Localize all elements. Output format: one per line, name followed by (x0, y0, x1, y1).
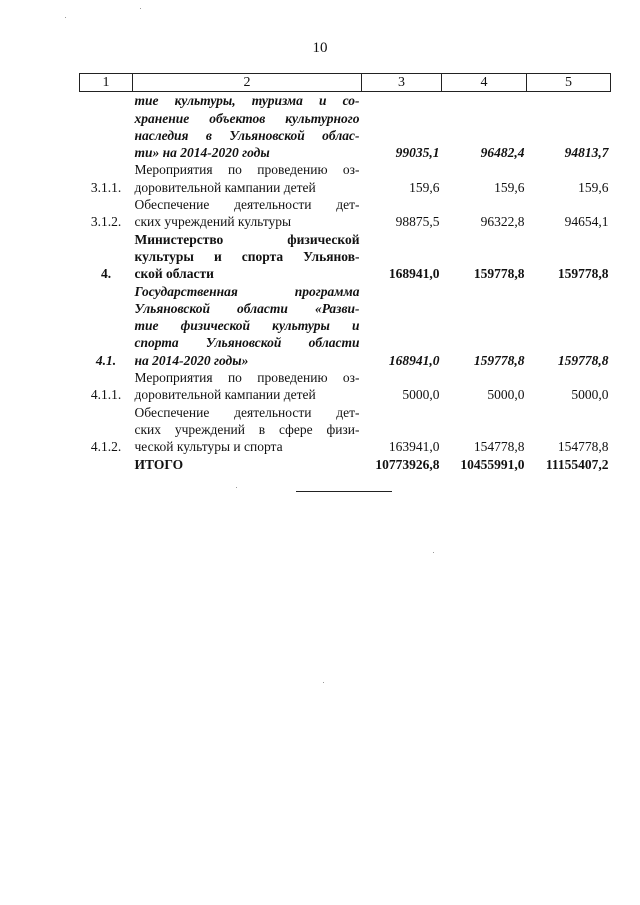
table-body (80, 92, 611, 473)
row-description (133, 283, 362, 369)
table-row (80, 369, 611, 404)
value-v5: 159778,8 (557, 352, 609, 368)
header-col-2: 2 (133, 74, 362, 92)
value-v4: 96322,8 (480, 214, 525, 230)
table-row (80, 283, 611, 369)
table-row (80, 456, 611, 473)
value-v5: 159,6 (578, 179, 609, 195)
row-number: 4.1.1. (90, 387, 122, 403)
value-v5: 154778,8 (557, 439, 609, 455)
value-v3: 168941,0 (388, 266, 440, 282)
value-v4: 154778,8 (473, 439, 525, 455)
value-v4: 159778,8 (473, 352, 525, 368)
value-v5: 159778,8 (557, 266, 609, 282)
description-line: наследия в Ульяновской облас- (134, 127, 360, 143)
value-v5: 5000,0 (571, 387, 609, 403)
end-rule (296, 491, 392, 492)
table-row (80, 231, 611, 283)
value-v3: 5000,0 (402, 387, 440, 403)
scan-speck (433, 552, 434, 553)
header-col-5: 5 (527, 74, 611, 92)
description-line: на 2014-2020 годы» (134, 352, 249, 368)
row-number: 4. (100, 266, 112, 282)
header-col-3: 3 (362, 74, 442, 92)
description-line: Государственная программа (134, 283, 360, 299)
row-number: 3.1.2. (90, 214, 122, 230)
description-line: тие физической культуры и (134, 318, 360, 334)
description-line: культуры и спорта Ульянов- (134, 248, 360, 264)
scan-speck (323, 682, 324, 683)
page-number: 10 (312, 40, 328, 56)
budget-table (79, 73, 611, 473)
value-v5: 11155407,2 (545, 456, 609, 472)
description-line: ИТОГО (134, 456, 184, 472)
description-line: ческой культуры и спорта (134, 439, 283, 455)
row-description (133, 369, 362, 404)
description-line: ти» на 2014-2020 годы (134, 145, 270, 161)
description-line: тие культуры, туризма и со- (134, 93, 360, 109)
table-row (80, 161, 611, 196)
row-number: 4.1. (95, 352, 117, 368)
row-number (80, 92, 133, 162)
row-description (133, 456, 362, 473)
table-row (80, 404, 611, 456)
scan-speck (236, 487, 237, 488)
scan-speck (65, 17, 66, 18)
header-row (80, 74, 611, 92)
row-description (133, 92, 362, 162)
row-description (133, 161, 362, 196)
description-line: Обеспечение деятельности дет- (134, 197, 360, 213)
description-line: спорта Ульяновской области (134, 335, 360, 351)
value-v5: 94813,7 (564, 145, 609, 161)
description-line: Министерство физической (134, 231, 360, 247)
value-v4: 96482,4 (480, 145, 525, 161)
description-line: Обеспечение деятельности дет- (134, 404, 360, 420)
value-v3: 99035,1 (395, 145, 440, 161)
description-line: доровительной кампании детей (134, 179, 316, 195)
description-line: ских учреждений в сфере физи- (134, 421, 360, 437)
description-line: Мероприятия по проведению оз- (134, 370, 360, 386)
row-description (133, 196, 362, 231)
row-description (133, 231, 362, 283)
value-v4: 159,6 (494, 179, 525, 195)
row-number: 3.1.1. (90, 179, 122, 195)
row-number (80, 456, 133, 473)
value-v4: 5000,0 (487, 387, 525, 403)
header-col-4: 4 (442, 74, 527, 92)
table-row (80, 92, 611, 162)
description-line: Мероприятия по проведению оз- (134, 162, 360, 178)
value-v4: 159778,8 (473, 266, 525, 282)
value-v3: 159,6 (409, 179, 440, 195)
description-line: ских учреждений культуры (134, 214, 292, 230)
scan-speck (140, 8, 141, 9)
description-line: доровительной кампании детей (134, 387, 316, 403)
description-line: ской области (134, 266, 214, 282)
value-v3: 10773926,8 (375, 456, 440, 472)
description-line: хранение объектов культурного (134, 110, 360, 126)
description-line: Ульяновской области «Разви- (134, 300, 360, 316)
table-row (80, 196, 611, 231)
value-v3: 163941,0 (388, 439, 440, 455)
value-v5: 94654,1 (564, 214, 609, 230)
row-description (133, 404, 362, 456)
value-v4: 10455991,0 (460, 456, 525, 472)
row-number: 4.1.2. (90, 439, 122, 455)
value-v3: 98875,5 (395, 214, 440, 230)
header-col-1: 1 (80, 74, 133, 92)
value-v3: 168941,0 (388, 352, 440, 368)
